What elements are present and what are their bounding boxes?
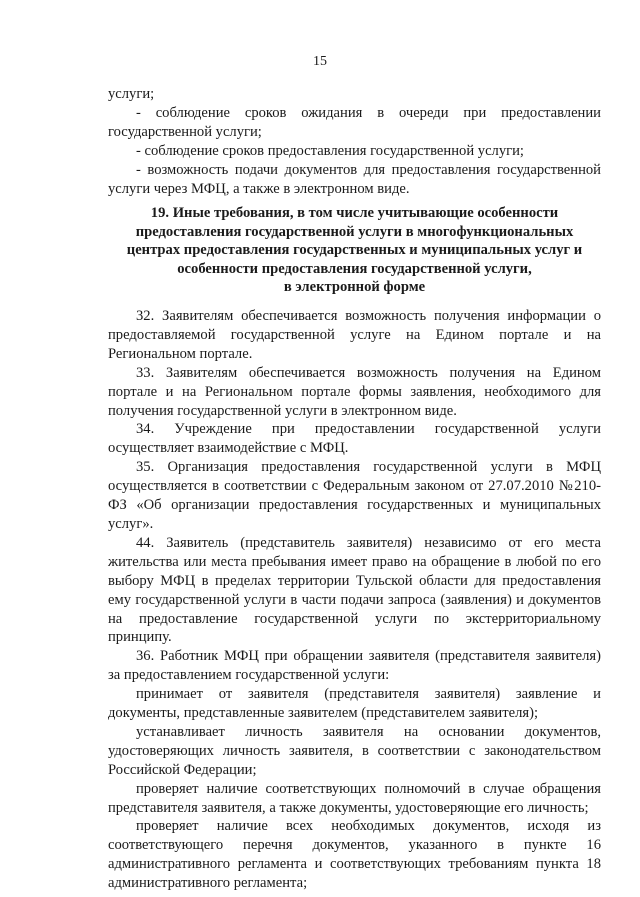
list-item: устанавливает личность заявителя на основании документов, удостоверяющих личность заявителя, в соответствии с законодательством Российской Федерации; <box>108 723 601 778</box>
intro-line: - возможность подачи документов для предоставления государственной услуги через МФЦ, а также в электронном виде. <box>108 161 601 197</box>
heading-line: центрах предоставления государственных и муниципальных услуг и <box>126 242 583 259</box>
body-text <box>108 307 601 893</box>
list-item: проверяет наличие соответствующих полномочий в случае обращения представителя заявителя, а также документы, удостоверяющие его личность; <box>108 780 601 816</box>
heading-line: в электронной форме <box>283 279 426 296</box>
intro-line: - соблюдение сроков ожидания в очереди при предоставлении государственной услуги; <box>108 104 601 140</box>
page-number: 15 <box>313 54 327 69</box>
section-heading <box>108 204 601 297</box>
list-item: проверяет наличие всех необходимых документов, исходя из соответствующего перечня документов, указанного в пункте 16 административного регламента и соответствующих требованиям пункта 18 административного регламента; <box>108 818 601 892</box>
intro-line: услуги; <box>108 86 155 102</box>
list-item: принимает от заявителя (представителя заявителя) заявление и документы, представленные заявителем (представителем заявителя); <box>108 686 601 722</box>
intro-list <box>108 85 601 198</box>
paragraph-32: 32. Заявителям обеспечивается возможность получения информации о предоставляемой государственной услуге на Едином портале и на Региональном портале. <box>108 308 601 362</box>
paragraph-33: 33. Заявителям обеспечивается возможность получения на Едином портале и на Региональном портале формы заявления, необходимого для получения государственной услуги в электронном виде. <box>108 364 601 419</box>
heading-line: предоставления государственной услуги в многофункциональных <box>135 223 574 240</box>
paragraph-35: 35. Организация предоставления государственной услуги в МФЦ осуществляется в соответствии с Федеральным законом от 27.07.2010 №210-ФЗ «Об организации предоставления государственных и муниципальных услуг». <box>108 459 601 532</box>
heading-line: особенности предоставления государственной услуги, <box>177 260 532 277</box>
intro-line: - соблюдение сроков предоставления государственной услуги; <box>136 142 524 159</box>
paragraph-44: 44. Заявитель (представитель заявителя) независимо от его места жительства или места пребывания имеет право на обращение в любой по его выбору МФЦ в пределах территории Тульской области для предоставления ему государственной услуги в части подачи запроса (заявления) и документов на предоставление государственной услуги по экстерриториальному принципу. <box>108 534 601 646</box>
paragraph-34: 34. Учреждение при предоставлении государственной услуги осуществляет взаимодействие с МФЦ. <box>108 421 601 457</box>
heading-line: 19. Иные требования, в том числе учитывающие особенности <box>150 205 559 221</box>
paragraph-36: 36. Работник МФЦ при обращении заявителя (представителя заявителя) за предоставлением государственной услуги: <box>108 648 601 684</box>
